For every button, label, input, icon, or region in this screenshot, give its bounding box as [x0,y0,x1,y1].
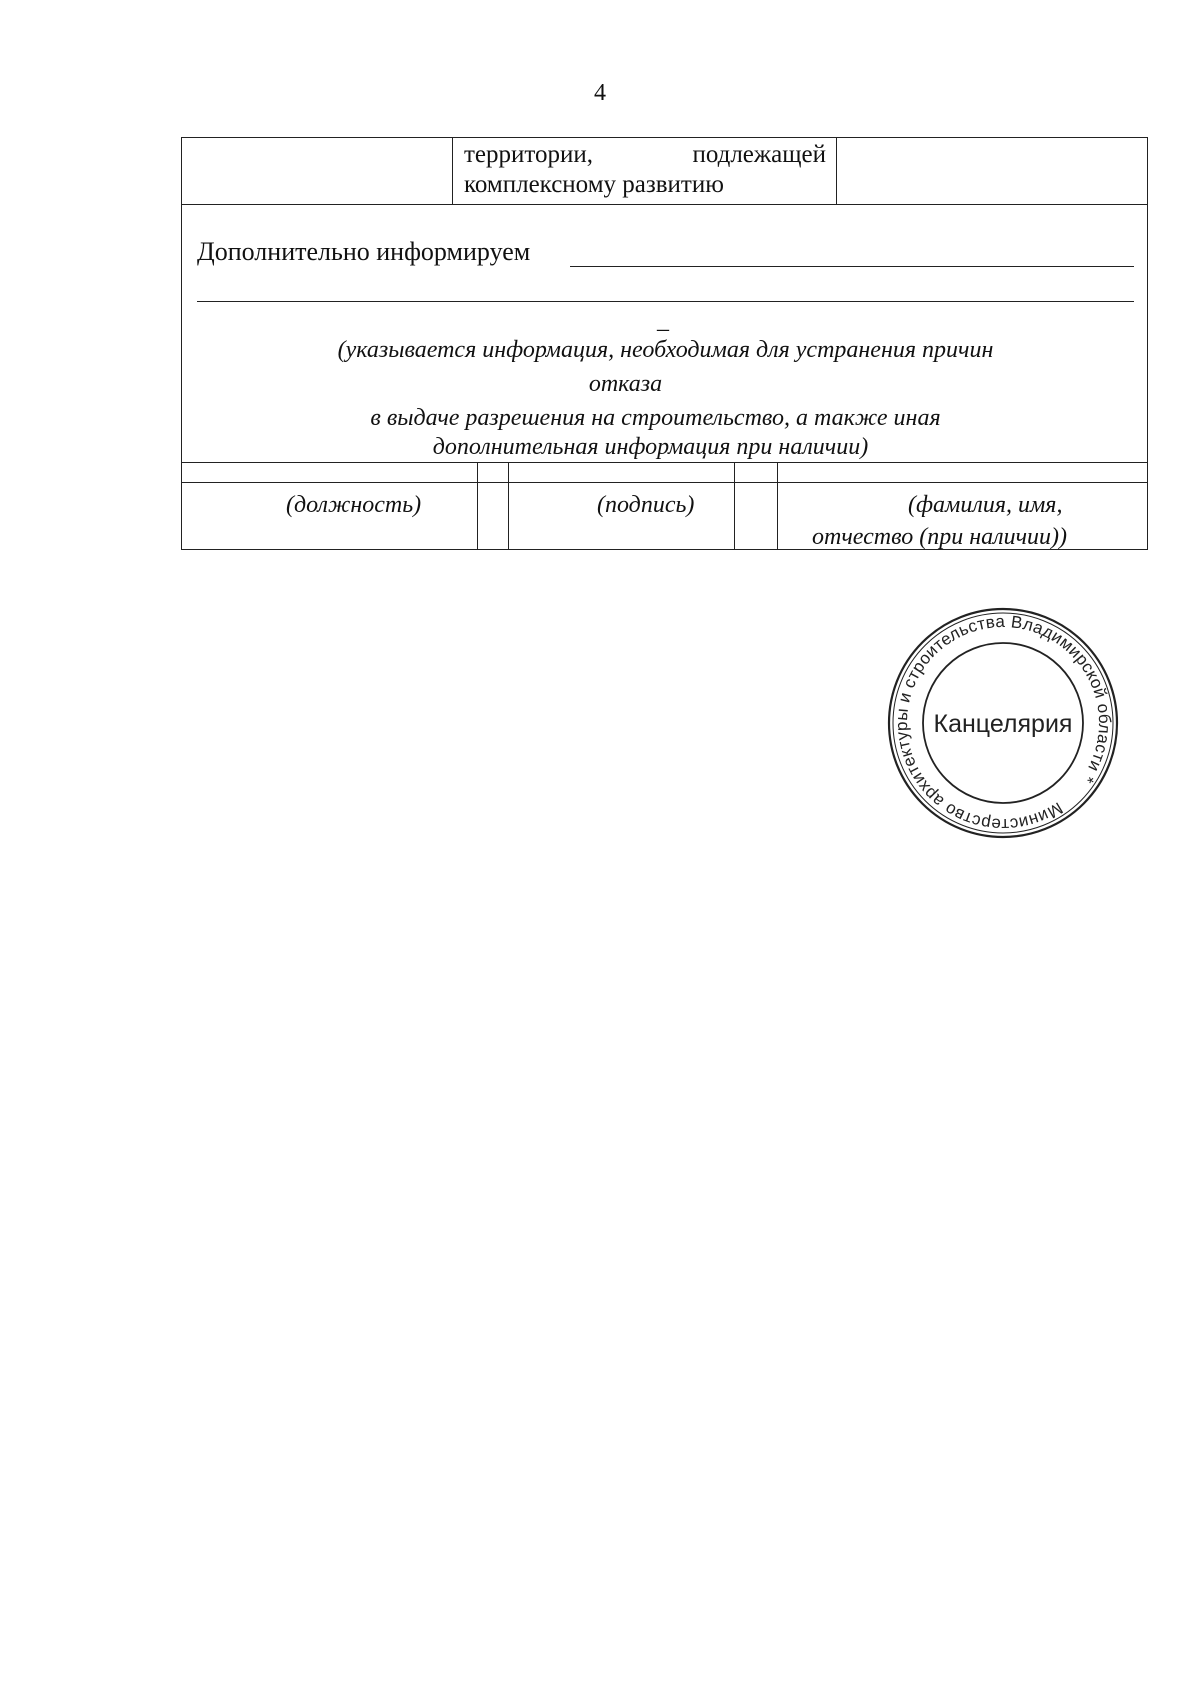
office-stamp [878,598,1128,848]
page-number: 4 [594,80,606,106]
top-row-word-territory: территории, [464,141,594,168]
position-label: (должность) [286,492,422,518]
top-row-bottom-border [182,204,1147,205]
signature-label: (подпись) [597,492,695,518]
signature-row-top-border [182,462,1147,463]
name-label-line-2: отчество (при наличии)) [812,524,1067,550]
additional-info-dash: _ [657,308,669,334]
top-row-divider-left [452,138,453,204]
note-line-3: в выдаче разрешения на строительство, а также иная [370,405,941,431]
name-label-line-1: (фамилия, имя, [908,492,1063,518]
top-row-divider-right [836,138,837,204]
signature-divider-4 [777,462,778,549]
note-line-1: (указывается информация, необходимая для устранения причин [337,337,994,363]
stamp-ring-text: Министерство архитектуры и строительства Владимирской области * [891,611,1115,835]
signature-divider-2 [508,462,509,549]
additional-info-underline-2 [197,301,1134,302]
top-row-line-1 [464,140,826,170]
stamp-center-text: Канцелярия [933,710,1073,738]
note-line-2: отказа [588,371,663,397]
note-line-4: дополнительная информация при наличии) [432,434,869,460]
refusal-form-table [181,137,1148,550]
signature-divider-1 [477,462,478,549]
additional-info-underline-1 [570,266,1134,267]
signature-row-middle-border [182,482,1147,483]
additional-info-label: Дополнительно информируем [197,237,531,266]
signature-divider-3 [734,462,735,549]
top-row-text [464,140,826,200]
top-row-word-subject: подлежащей [692,141,826,168]
top-row-line-2: комплексному развитию [464,171,724,198]
